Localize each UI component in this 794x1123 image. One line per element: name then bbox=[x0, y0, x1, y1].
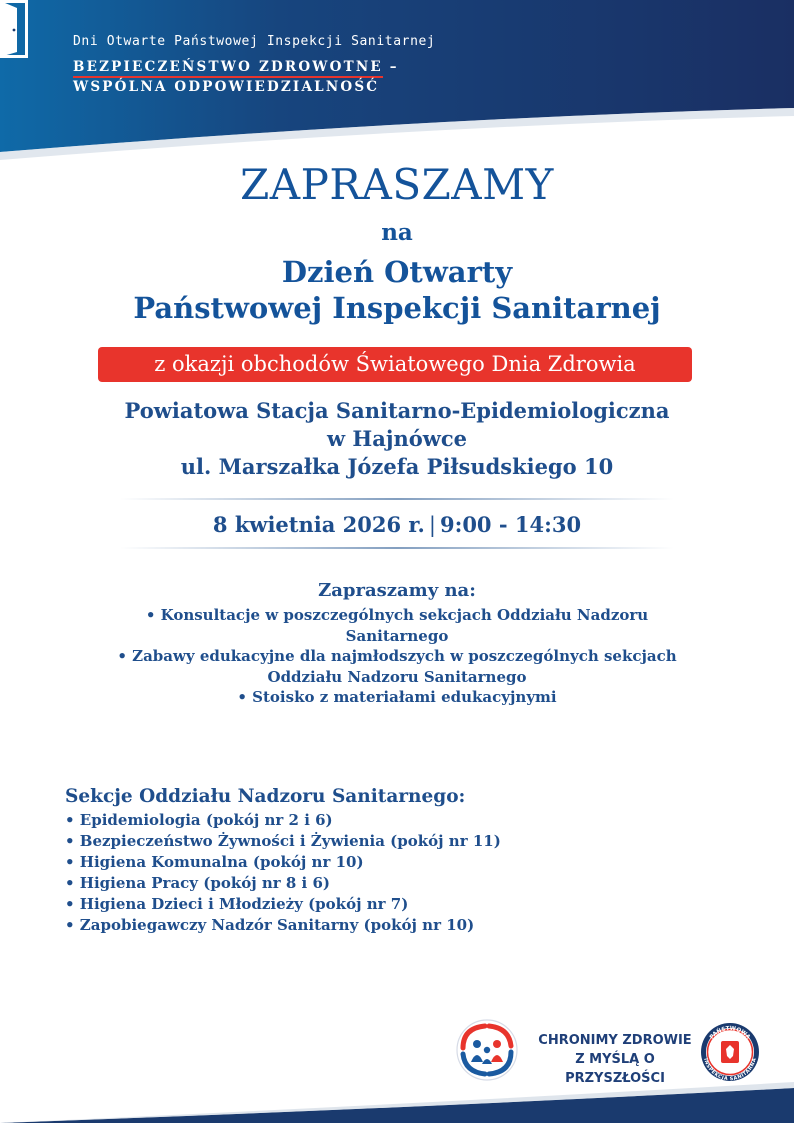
list-item: Oddziału Nadzoru Sanitarnego bbox=[267, 667, 527, 686]
page-title: ZAPRASZAMY bbox=[240, 160, 554, 209]
family-heart-icon bbox=[455, 1018, 519, 1082]
venue-address bbox=[0, 397, 794, 481]
list-item: • Konsultacje w poszczególnych sekcjach Oddziału Nadzoru bbox=[145, 606, 649, 624]
list-item: • Stoisko z materiałami edukacyjnymi bbox=[237, 688, 557, 706]
event-time: 9:00 - 14:30 bbox=[439, 512, 582, 537]
slogan-line-1: CHRONIMY ZDROWIE bbox=[538, 1033, 692, 1048]
event-name bbox=[0, 254, 794, 326]
door-icon bbox=[0, 0, 28, 58]
occasion-banner: z okazji obchodów Światowego Dnia Zdrowia bbox=[98, 347, 692, 382]
slogan-line-2: Z MYŚLĄ O PRZYSZŁOŚCI bbox=[565, 1052, 665, 1086]
list-item: • Zabawy edukacyjne dla najmłodszych w poszczególnych sekcjach bbox=[117, 647, 677, 665]
emblem-text-bottom: INSPEKCJA SANITARNA bbox=[702, 1057, 758, 1082]
list-item: • Zapobiegawczy Nadzór Sanitarny (pokój nr 10) bbox=[65, 916, 475, 934]
pis-emblem-icon bbox=[700, 1022, 760, 1082]
emblem-text-top: PAŃSTWOWA bbox=[708, 1025, 752, 1041]
divider-bottom bbox=[120, 547, 674, 549]
list-item: Sanitarnego bbox=[345, 626, 449, 645]
sections-heading: Sekcje Oddziału Nadzoru Sanitarnego: bbox=[65, 786, 466, 807]
header-line-1: Dni Otwarte Państwowej Inspekcji Sanitarnej bbox=[73, 34, 436, 49]
divider-top bbox=[120, 498, 674, 500]
list-item: • Higiena Komunalna (pokój nr 10) bbox=[65, 853, 364, 871]
event-datetime bbox=[0, 512, 794, 537]
header-text bbox=[73, 34, 435, 95]
header-slogan-main: BEZPIECZEŃSTWO ZDROWOTNE bbox=[73, 59, 383, 78]
invite-heading: Zapraszamy na: bbox=[318, 580, 476, 601]
event-name-line-2: Państwowej Inspekcji Sanitarnej bbox=[133, 291, 661, 325]
event-date: 8 kwietnia 2026 r. bbox=[212, 512, 425, 537]
venue-line-3: ul. Marszałka Józefa Piłsudskiego 10 bbox=[180, 454, 614, 479]
list-item: • Epidemiologia (pokój nr 2 i 6) bbox=[65, 811, 333, 829]
event-name-line-1: Dzień Otwarty bbox=[281, 255, 513, 289]
list-item: • Higiena Dzieci i Młodzieży (pokój nr 7) bbox=[65, 895, 409, 913]
header-line-3: WSPÓLNA ODPOWIEDZIALNOŚĆ bbox=[73, 79, 380, 95]
venue-line-2: w Hajnówce bbox=[327, 426, 467, 451]
header-slogan-dash: – bbox=[382, 59, 399, 75]
sections-list bbox=[65, 786, 501, 936]
invite-list bbox=[0, 605, 794, 708]
footer-slogan bbox=[530, 1031, 700, 1088]
list-item: • Bezpieczeństwo Żywności i Żywienia (pokój nr 11) bbox=[65, 832, 501, 850]
venue-line-1: Powiatowa Stacja Sanitarno-Epidemiologiczna bbox=[124, 398, 670, 423]
datetime-separator: | bbox=[428, 513, 436, 537]
header-line-2 bbox=[73, 59, 435, 78]
list-item: • Higiena Pracy (pokój nr 8 i 6) bbox=[65, 874, 331, 892]
title-connector: na bbox=[381, 219, 413, 246]
header-banner bbox=[0, 0, 794, 160]
